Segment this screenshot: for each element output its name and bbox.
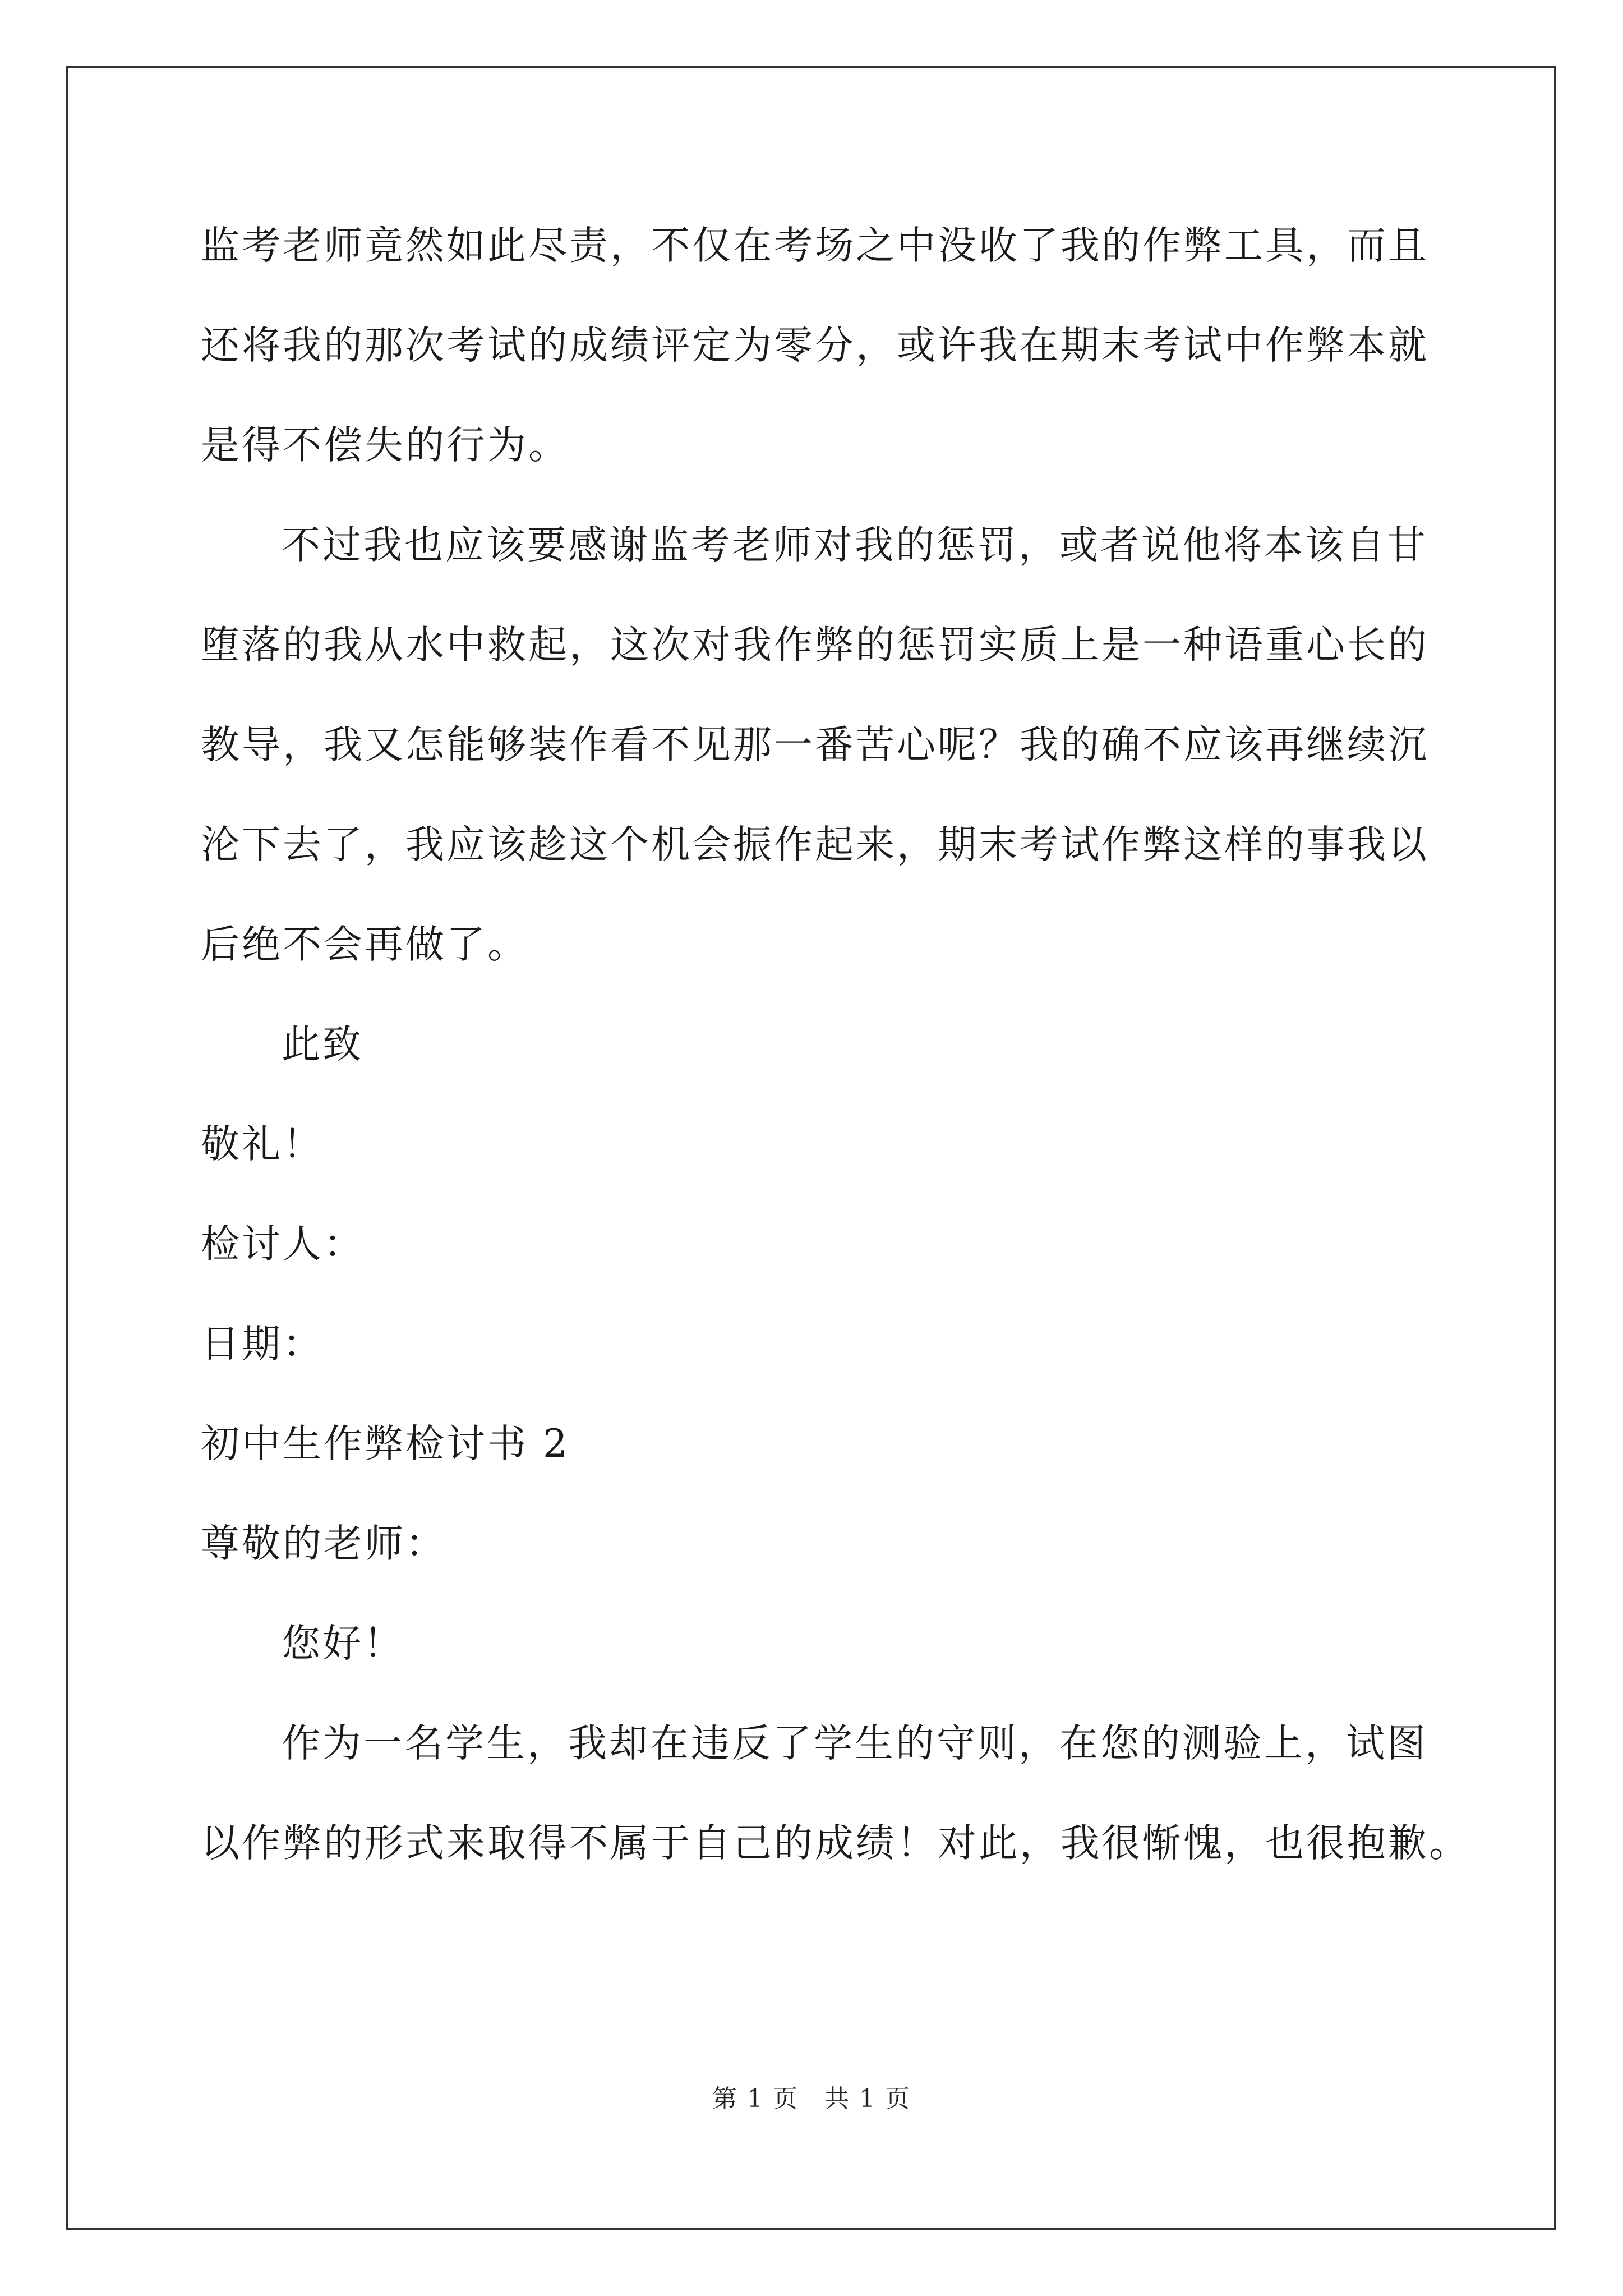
text-line-3: 是得不偿失的行为。 <box>201 423 569 468</box>
text-line-2: 还将我的那次考试的成绩评定为零分，或许我在期末考试中作弊本就 <box>201 323 1429 368</box>
date-label: 日期： <box>201 1322 324 1366</box>
document-body <box>201 219 1470 1916</box>
greeting-hello: 您好！ <box>282 1621 404 1666</box>
text-line-17: 以作弊的形式来取得不属于自己的成绩！对此，我很惭愧，也很抱歉。 <box>201 1821 1470 1866</box>
text-line-7: 沦下去了，我应该趁这个机会振作起来，期末考试作弊这样的事我以 <box>201 822 1429 867</box>
signer-label: 检讨人： <box>201 1222 365 1267</box>
text-line-8: 后绝不会再做了。 <box>201 922 528 967</box>
text-line-1: 监考老师竟然如此尽责，不仅在考场之中没收了我的作弊工具，而且 <box>201 223 1429 268</box>
text-line-6: 教导，我又怎能够装作看不见那一番苦心呢？我的确不应该再继续沉 <box>201 723 1429 767</box>
text-line-5: 堕落的我从水中救起，这次对我作弊的惩罚实质上是一种语重心长的 <box>201 623 1429 668</box>
page-number-footer: 第 1 页 共 1 页 <box>712 2085 911 2113</box>
section-title: 初中生作弊检讨书 2 <box>201 1421 570 1466</box>
greeting-recipient: 尊敬的老师： <box>201 1521 446 1566</box>
text-line-4: 不过我也应该要感谢监考老师对我的惩罚，或者说他将本该自甘 <box>282 523 1428 568</box>
closing-regards: 敬礼！ <box>201 1122 324 1167</box>
closing-salutation: 此致 <box>282 1022 363 1067</box>
text-line-16: 作为一名学生，我却在违反了学生的守则，在您的测验上，试图 <box>282 1721 1428 1766</box>
